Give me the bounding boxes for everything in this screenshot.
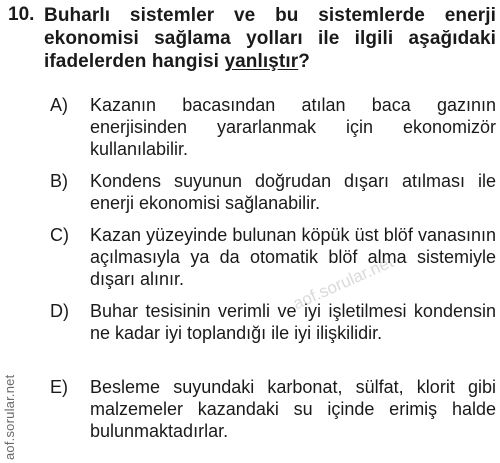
watermark-side: aof.sorular.net xyxy=(2,374,17,460)
option-a-text: Kazanın bacasından atılan baca gazının enerjisinden yararlanmak için ekonomizör kullanılabilir. xyxy=(90,95,496,159)
option-a-letter: A) xyxy=(50,95,68,115)
question-line-2: ekonomisi sağlama yolları ile ilgili aşağıdaki xyxy=(44,28,496,49)
option-b-letter: B) xyxy=(50,171,68,191)
question-line-3-start: ifadelerden hangisi xyxy=(44,51,220,72)
option-b-text: Kondens suyunun doğrudan dışarı atılması ile enerji ekonomisi sağlanabilir. xyxy=(90,171,496,213)
option-d-text: Buhar tesisinin verimli ve iyi işletilmesi kondensin ne kadar iyi toplandığı ile iyi ilişkilidir. xyxy=(90,301,496,343)
question-keyword-underlined: yanlıştır xyxy=(224,51,299,72)
option-e-text: Besleme suyundaki karbonat, sülfat, klorit gibi malzemeler kazandaki su içinde erimiş halde bulunmaktadırlar. xyxy=(90,377,496,441)
question-line-3 xyxy=(44,50,496,73)
question-line-1: Buharlı sistemler ve bu sistemlerde enerji xyxy=(44,5,496,26)
option-d-letter: D) xyxy=(50,301,69,321)
watermark-center: aof.sorular.net xyxy=(290,252,397,314)
option-c-letter: C) xyxy=(50,225,69,245)
question-mark: ? xyxy=(298,51,310,72)
question-number: 10. xyxy=(8,4,35,25)
option-e-letter: E) xyxy=(50,377,68,397)
option-c-text: Kazan yüzeyinde bulunan köpük üst blöf vanasının açılmasıyla ya da otomatik blöf alma sistemiyle dışarı alınır. xyxy=(90,225,496,289)
question-stem xyxy=(44,4,496,73)
